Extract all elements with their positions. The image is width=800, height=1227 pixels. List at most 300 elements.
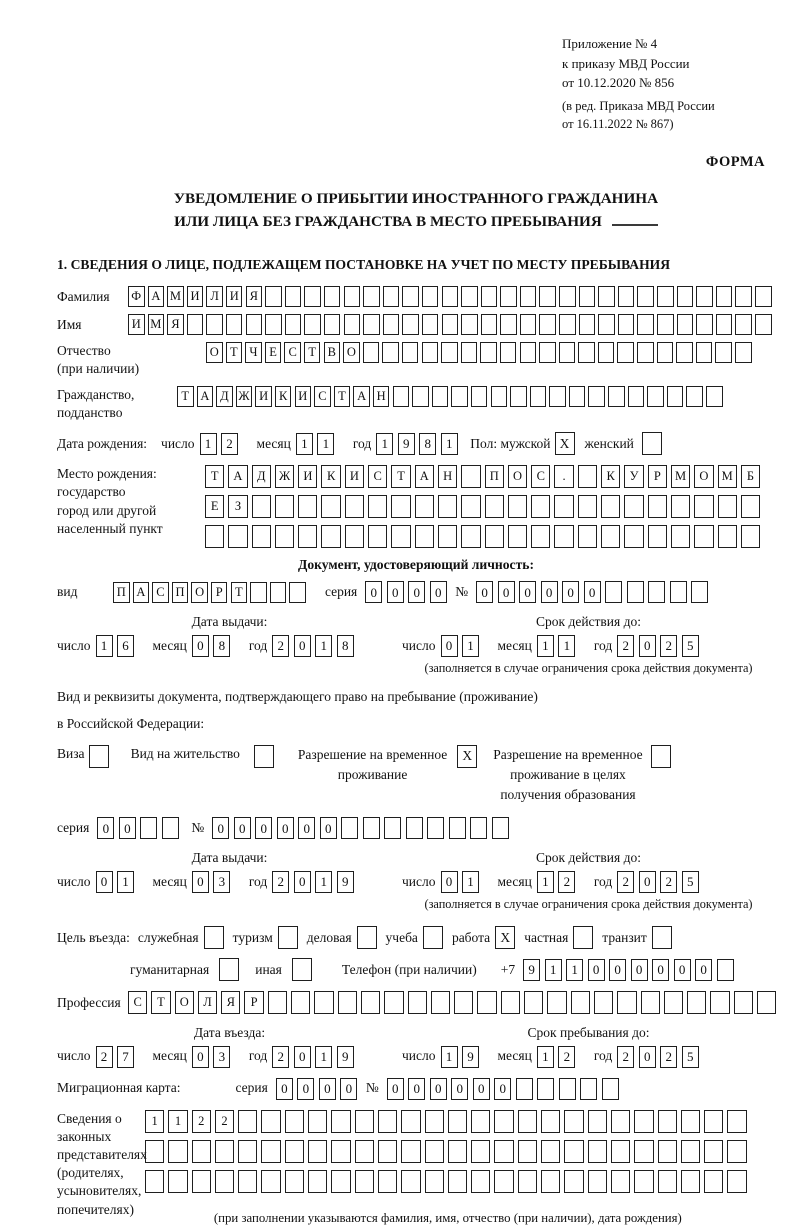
char-cell[interactable]: 0 bbox=[294, 635, 311, 657]
char-cell[interactable]: 0 bbox=[320, 817, 337, 839]
char-cell[interactable]: А bbox=[228, 465, 247, 488]
char-cell[interactable] bbox=[363, 817, 380, 839]
char-cell[interactable]: И bbox=[298, 465, 317, 488]
char-cell[interactable] bbox=[716, 286, 733, 307]
char-cell[interactable] bbox=[438, 495, 457, 518]
char-cell[interactable] bbox=[492, 817, 509, 839]
char-cell[interactable]: 0 bbox=[639, 871, 656, 893]
char-cell[interactable] bbox=[412, 386, 429, 407]
char-cell[interactable] bbox=[611, 1110, 630, 1133]
char-cell[interactable] bbox=[727, 1170, 746, 1193]
char-cell[interactable]: 0 bbox=[297, 1078, 314, 1100]
char-cell[interactable] bbox=[520, 342, 537, 363]
char-cell[interactable] bbox=[383, 286, 400, 307]
char-cell[interactable] bbox=[252, 495, 271, 518]
char-cell[interactable] bbox=[681, 1140, 700, 1163]
phone-input[interactable] bbox=[523, 959, 738, 981]
char-cell[interactable]: 0 bbox=[494, 1078, 511, 1100]
char-cell[interactable] bbox=[448, 1140, 467, 1163]
char-cell[interactable] bbox=[657, 286, 674, 307]
char-cell[interactable]: К bbox=[275, 386, 292, 407]
char-cell[interactable] bbox=[579, 314, 596, 335]
char-cell[interactable] bbox=[461, 525, 480, 548]
char-cell[interactable]: 1 bbox=[566, 959, 583, 981]
char-cell[interactable] bbox=[471, 1140, 490, 1163]
char-cell[interactable] bbox=[481, 286, 498, 307]
char-cell[interactable] bbox=[694, 495, 713, 518]
char-cell[interactable] bbox=[481, 314, 498, 335]
char-cell[interactable] bbox=[422, 286, 439, 307]
char-cell[interactable]: Е bbox=[265, 342, 282, 363]
char-cell[interactable] bbox=[427, 817, 444, 839]
char-cell[interactable] bbox=[448, 1110, 467, 1133]
purpose-humanitarian-checkbox[interactable] bbox=[219, 958, 239, 981]
char-cell[interactable]: . bbox=[554, 465, 573, 488]
female-checkbox[interactable] bbox=[642, 432, 662, 455]
doc-issue-year-input[interactable] bbox=[272, 635, 358, 657]
doc-expiry-day-input[interactable] bbox=[441, 635, 484, 657]
char-cell[interactable]: 3 bbox=[213, 871, 230, 893]
purpose-official-checkbox[interactable] bbox=[204, 926, 224, 949]
char-cell[interactable]: 1 bbox=[317, 433, 334, 455]
permit-expiry-year-input[interactable] bbox=[617, 871, 703, 893]
entry-year-input[interactable] bbox=[272, 1046, 358, 1068]
char-cell[interactable] bbox=[480, 342, 497, 363]
char-cell[interactable]: А bbox=[148, 286, 165, 307]
char-cell[interactable] bbox=[355, 1110, 374, 1133]
representatives-line1-input[interactable] bbox=[145, 1110, 751, 1133]
char-cell[interactable] bbox=[494, 1110, 513, 1133]
char-cell[interactable]: 0 bbox=[192, 871, 209, 893]
char-cell[interactable] bbox=[537, 1078, 554, 1100]
purpose-tourism-checkbox[interactable] bbox=[278, 926, 298, 949]
char-cell[interactable] bbox=[598, 286, 615, 307]
char-cell[interactable] bbox=[608, 386, 625, 407]
char-cell[interactable]: 8 bbox=[419, 433, 436, 455]
char-cell[interactable] bbox=[304, 314, 321, 335]
char-cell[interactable] bbox=[298, 495, 317, 518]
char-cell[interactable] bbox=[304, 286, 321, 307]
char-cell[interactable]: 0 bbox=[96, 871, 113, 893]
char-cell[interactable] bbox=[735, 314, 752, 335]
char-cell[interactable] bbox=[448, 1170, 467, 1193]
char-cell[interactable] bbox=[602, 1078, 619, 1100]
char-cell[interactable] bbox=[624, 525, 643, 548]
char-cell[interactable] bbox=[755, 286, 772, 307]
char-cell[interactable]: С bbox=[314, 386, 331, 407]
char-cell[interactable] bbox=[477, 991, 496, 1014]
char-cell[interactable] bbox=[717, 959, 734, 981]
char-cell[interactable]: 8 bbox=[213, 635, 230, 657]
char-cell[interactable] bbox=[569, 386, 586, 407]
char-cell[interactable] bbox=[265, 286, 282, 307]
char-cell[interactable] bbox=[432, 386, 449, 407]
char-cell[interactable]: 2 bbox=[272, 635, 289, 657]
char-cell[interactable] bbox=[704, 1110, 723, 1133]
char-cell[interactable]: Б bbox=[741, 465, 760, 488]
char-cell[interactable]: З bbox=[228, 495, 247, 518]
char-cell[interactable]: 5 bbox=[682, 871, 699, 893]
char-cell[interactable] bbox=[438, 525, 457, 548]
char-cell[interactable]: И bbox=[128, 314, 145, 335]
char-cell[interactable]: Ч bbox=[245, 342, 262, 363]
char-cell[interactable] bbox=[755, 314, 772, 335]
char-cell[interactable] bbox=[341, 817, 358, 839]
char-cell[interactable]: 0 bbox=[519, 581, 536, 603]
char-cell[interactable] bbox=[145, 1170, 164, 1193]
char-cell[interactable]: 0 bbox=[408, 1078, 425, 1100]
char-cell[interactable] bbox=[431, 991, 450, 1014]
representatives-line3-input[interactable] bbox=[145, 1170, 751, 1193]
char-cell[interactable] bbox=[564, 1110, 583, 1133]
char-cell[interactable] bbox=[510, 386, 527, 407]
char-cell[interactable] bbox=[691, 581, 708, 603]
char-cell[interactable]: 0 bbox=[695, 959, 712, 981]
char-cell[interactable]: С bbox=[152, 582, 169, 603]
char-cell[interactable]: Д bbox=[252, 465, 271, 488]
char-cell[interactable]: 1 bbox=[441, 1046, 458, 1068]
char-cell[interactable] bbox=[696, 314, 713, 335]
char-cell[interactable] bbox=[618, 314, 635, 335]
char-cell[interactable] bbox=[368, 495, 387, 518]
char-cell[interactable]: Т bbox=[226, 342, 243, 363]
char-cell[interactable]: 2 bbox=[660, 1046, 677, 1068]
char-cell[interactable] bbox=[611, 1140, 630, 1163]
char-cell[interactable]: И bbox=[295, 386, 312, 407]
stay-day-input[interactable] bbox=[441, 1046, 484, 1068]
char-cell[interactable] bbox=[228, 525, 247, 548]
char-cell[interactable] bbox=[676, 342, 693, 363]
char-cell[interactable] bbox=[187, 314, 204, 335]
char-cell[interactable]: 1 bbox=[537, 635, 554, 657]
char-cell[interactable]: 0 bbox=[652, 959, 669, 981]
char-cell[interactable] bbox=[516, 1078, 533, 1100]
char-cell[interactable] bbox=[518, 1170, 537, 1193]
char-cell[interactable]: А bbox=[353, 386, 370, 407]
char-cell[interactable] bbox=[541, 1170, 560, 1193]
char-cell[interactable] bbox=[671, 495, 690, 518]
char-cell[interactable] bbox=[238, 1110, 257, 1133]
char-cell[interactable] bbox=[471, 1170, 490, 1193]
char-cell[interactable] bbox=[402, 286, 419, 307]
char-cell[interactable] bbox=[391, 525, 410, 548]
char-cell[interactable] bbox=[406, 817, 423, 839]
char-cell[interactable]: Р bbox=[648, 465, 667, 488]
char-cell[interactable]: Т bbox=[177, 386, 194, 407]
birth-day-input[interactable] bbox=[200, 433, 243, 455]
char-cell[interactable]: 0 bbox=[234, 817, 251, 839]
char-cell[interactable]: 0 bbox=[541, 581, 558, 603]
char-cell[interactable] bbox=[422, 342, 439, 363]
char-cell[interactable] bbox=[687, 991, 706, 1014]
char-cell[interactable]: М bbox=[718, 465, 737, 488]
patronymic-input[interactable] bbox=[206, 342, 755, 363]
char-cell[interactable] bbox=[500, 286, 517, 307]
char-cell[interactable] bbox=[531, 495, 550, 518]
char-cell[interactable] bbox=[594, 991, 613, 1014]
purpose-other-checkbox[interactable] bbox=[292, 958, 312, 981]
char-cell[interactable]: 0 bbox=[476, 581, 493, 603]
char-cell[interactable]: Ф bbox=[128, 286, 145, 307]
birth-year-input[interactable] bbox=[376, 433, 462, 455]
permit-issue-month-input[interactable] bbox=[192, 871, 235, 893]
char-cell[interactable] bbox=[215, 1140, 234, 1163]
char-cell[interactable] bbox=[601, 525, 620, 548]
char-cell[interactable] bbox=[378, 1170, 397, 1193]
permit-expiry-month-input[interactable] bbox=[537, 871, 580, 893]
char-cell[interactable]: 2 bbox=[617, 871, 634, 893]
char-cell[interactable] bbox=[715, 342, 732, 363]
char-cell[interactable] bbox=[401, 1170, 420, 1193]
char-cell[interactable] bbox=[508, 525, 527, 548]
char-cell[interactable]: И bbox=[345, 465, 364, 488]
char-cell[interactable] bbox=[601, 495, 620, 518]
char-cell[interactable] bbox=[520, 286, 537, 307]
char-cell[interactable]: С bbox=[284, 342, 301, 363]
char-cell[interactable] bbox=[588, 1170, 607, 1193]
char-cell[interactable]: 5 bbox=[682, 635, 699, 657]
char-cell[interactable] bbox=[524, 991, 543, 1014]
char-cell[interactable]: 0 bbox=[408, 581, 425, 603]
char-cell[interactable] bbox=[706, 386, 723, 407]
char-cell[interactable] bbox=[205, 525, 224, 548]
char-cell[interactable] bbox=[449, 817, 466, 839]
char-cell[interactable] bbox=[727, 1140, 746, 1163]
char-cell[interactable]: 1 bbox=[117, 871, 134, 893]
char-cell[interactable] bbox=[648, 581, 665, 603]
char-cell[interactable]: 9 bbox=[523, 959, 540, 981]
char-cell[interactable]: Н bbox=[373, 386, 390, 407]
char-cell[interactable] bbox=[461, 342, 478, 363]
char-cell[interactable] bbox=[192, 1140, 211, 1163]
char-cell[interactable] bbox=[735, 286, 752, 307]
char-cell[interactable]: 0 bbox=[294, 1046, 311, 1068]
char-cell[interactable]: 2 bbox=[558, 871, 575, 893]
char-cell[interactable]: 1 bbox=[200, 433, 217, 455]
char-cell[interactable] bbox=[461, 495, 480, 518]
char-cell[interactable] bbox=[261, 1140, 280, 1163]
char-cell[interactable]: А bbox=[197, 386, 214, 407]
char-cell[interactable]: 0 bbox=[498, 581, 515, 603]
char-cell[interactable]: 9 bbox=[337, 871, 354, 893]
permit-series-input[interactable] bbox=[97, 817, 183, 839]
char-cell[interactable]: 1 bbox=[537, 871, 554, 893]
char-cell[interactable] bbox=[658, 1170, 677, 1193]
char-cell[interactable] bbox=[344, 314, 361, 335]
permit-issue-day-input[interactable] bbox=[96, 871, 139, 893]
char-cell[interactable] bbox=[238, 1140, 257, 1163]
char-cell[interactable]: О bbox=[206, 342, 223, 363]
char-cell[interactable]: 1 bbox=[296, 433, 313, 455]
char-cell[interactable]: К bbox=[601, 465, 620, 488]
char-cell[interactable]: 1 bbox=[462, 871, 479, 893]
char-cell[interactable]: 2 bbox=[221, 433, 238, 455]
char-cell[interactable]: 2 bbox=[617, 635, 634, 657]
char-cell[interactable]: 0 bbox=[255, 817, 272, 839]
edu-permit-checkbox[interactable] bbox=[651, 745, 671, 768]
char-cell[interactable] bbox=[554, 525, 573, 548]
char-cell[interactable]: 1 bbox=[545, 959, 562, 981]
char-cell[interactable] bbox=[547, 991, 566, 1014]
char-cell[interactable] bbox=[559, 314, 576, 335]
char-cell[interactable] bbox=[710, 991, 729, 1014]
char-cell[interactable] bbox=[461, 286, 478, 307]
char-cell[interactable] bbox=[634, 1110, 653, 1133]
char-cell[interactable] bbox=[571, 991, 590, 1014]
char-cell[interactable]: 1 bbox=[315, 1046, 332, 1068]
char-cell[interactable] bbox=[308, 1170, 327, 1193]
male-checkbox[interactable]: X bbox=[555, 432, 575, 455]
surname-input[interactable] bbox=[128, 286, 775, 307]
char-cell[interactable] bbox=[344, 286, 361, 307]
char-cell[interactable] bbox=[559, 342, 576, 363]
char-cell[interactable] bbox=[261, 1110, 280, 1133]
char-cell[interactable]: 2 bbox=[660, 635, 677, 657]
char-cell[interactable] bbox=[454, 991, 473, 1014]
char-cell[interactable]: 0 bbox=[192, 1046, 209, 1068]
permit-issue-year-input[interactable] bbox=[272, 871, 358, 893]
char-cell[interactable]: С bbox=[128, 991, 147, 1014]
char-cell[interactable] bbox=[368, 525, 387, 548]
char-cell[interactable] bbox=[624, 495, 643, 518]
char-cell[interactable]: Ж bbox=[236, 386, 253, 407]
char-cell[interactable]: М bbox=[148, 314, 165, 335]
char-cell[interactable] bbox=[324, 286, 341, 307]
visa-checkbox[interactable] bbox=[89, 745, 109, 768]
char-cell[interactable] bbox=[588, 386, 605, 407]
char-cell[interactable] bbox=[321, 525, 340, 548]
char-cell[interactable] bbox=[391, 495, 410, 518]
char-cell[interactable]: 0 bbox=[340, 1078, 357, 1100]
char-cell[interactable] bbox=[298, 525, 317, 548]
char-cell[interactable]: 0 bbox=[387, 581, 404, 603]
char-cell[interactable]: С bbox=[368, 465, 387, 488]
char-cell[interactable] bbox=[470, 817, 487, 839]
char-cell[interactable] bbox=[485, 495, 504, 518]
char-cell[interactable] bbox=[518, 1140, 537, 1163]
char-cell[interactable] bbox=[393, 386, 410, 407]
char-cell[interactable] bbox=[268, 991, 287, 1014]
char-cell[interactable] bbox=[206, 314, 223, 335]
char-cell[interactable] bbox=[658, 1140, 677, 1163]
char-cell[interactable] bbox=[168, 1170, 187, 1193]
char-cell[interactable] bbox=[384, 991, 403, 1014]
char-cell[interactable]: 0 bbox=[365, 581, 382, 603]
permit-expiry-day-input[interactable] bbox=[441, 871, 484, 893]
char-cell[interactable] bbox=[238, 1170, 257, 1193]
char-cell[interactable]: 0 bbox=[631, 959, 648, 981]
char-cell[interactable] bbox=[735, 342, 752, 363]
char-cell[interactable] bbox=[252, 525, 271, 548]
char-cell[interactable]: И bbox=[226, 286, 243, 307]
char-cell[interactable] bbox=[384, 817, 401, 839]
char-cell[interactable]: Ж bbox=[275, 465, 294, 488]
char-cell[interactable]: О bbox=[508, 465, 527, 488]
char-cell[interactable]: Я bbox=[221, 991, 240, 1014]
char-cell[interactable] bbox=[617, 342, 634, 363]
char-cell[interactable] bbox=[345, 495, 364, 518]
char-cell[interactable] bbox=[559, 1078, 576, 1100]
char-cell[interactable] bbox=[331, 1110, 350, 1133]
birth-place-line2-input[interactable] bbox=[205, 495, 764, 518]
doc-series-input[interactable] bbox=[365, 581, 451, 603]
char-cell[interactable] bbox=[657, 314, 674, 335]
char-cell[interactable] bbox=[741, 525, 760, 548]
char-cell[interactable]: Т bbox=[151, 991, 170, 1014]
char-cell[interactable]: 5 bbox=[682, 1046, 699, 1068]
char-cell[interactable] bbox=[494, 1140, 513, 1163]
doc-kind-input[interactable] bbox=[113, 582, 309, 603]
char-cell[interactable] bbox=[618, 286, 635, 307]
char-cell[interactable] bbox=[401, 1140, 420, 1163]
char-cell[interactable] bbox=[422, 314, 439, 335]
doc-expiry-year-input[interactable] bbox=[617, 635, 703, 657]
char-cell[interactable] bbox=[539, 314, 556, 335]
char-cell[interactable] bbox=[578, 495, 597, 518]
char-cell[interactable] bbox=[215, 1170, 234, 1193]
char-cell[interactable]: П bbox=[485, 465, 504, 488]
char-cell[interactable] bbox=[564, 1140, 583, 1163]
char-cell[interactable]: 0 bbox=[441, 635, 458, 657]
char-cell[interactable] bbox=[541, 1110, 560, 1133]
char-cell[interactable] bbox=[382, 342, 399, 363]
char-cell[interactable] bbox=[338, 991, 357, 1014]
char-cell[interactable]: 0 bbox=[294, 871, 311, 893]
char-cell[interactable] bbox=[275, 525, 294, 548]
char-cell[interactable] bbox=[425, 1140, 444, 1163]
char-cell[interactable] bbox=[331, 1140, 350, 1163]
char-cell[interactable] bbox=[285, 1170, 304, 1193]
char-cell[interactable] bbox=[686, 386, 703, 407]
char-cell[interactable]: П bbox=[172, 582, 189, 603]
char-cell[interactable] bbox=[442, 314, 459, 335]
char-cell[interactable] bbox=[140, 817, 157, 839]
char-cell[interactable]: 1 bbox=[441, 433, 458, 455]
entry-day-input[interactable] bbox=[96, 1046, 139, 1068]
char-cell[interactable]: 9 bbox=[462, 1046, 479, 1068]
char-cell[interactable] bbox=[331, 1170, 350, 1193]
char-cell[interactable] bbox=[461, 465, 480, 488]
char-cell[interactable]: 0 bbox=[277, 817, 294, 839]
char-cell[interactable] bbox=[531, 525, 550, 548]
char-cell[interactable]: 0 bbox=[674, 959, 691, 981]
birth-place-line1-input[interactable] bbox=[205, 465, 764, 488]
char-cell[interactable] bbox=[634, 1170, 653, 1193]
char-cell[interactable] bbox=[402, 314, 419, 335]
char-cell[interactable]: Н bbox=[438, 465, 457, 488]
char-cell[interactable]: У bbox=[624, 465, 643, 488]
char-cell[interactable] bbox=[415, 495, 434, 518]
purpose-work-checkbox[interactable]: X bbox=[495, 926, 515, 949]
char-cell[interactable] bbox=[681, 1110, 700, 1133]
char-cell[interactable]: С bbox=[531, 465, 550, 488]
char-cell[interactable]: Д bbox=[216, 386, 233, 407]
char-cell[interactable] bbox=[500, 342, 517, 363]
purpose-business-checkbox[interactable] bbox=[357, 926, 377, 949]
char-cell[interactable] bbox=[667, 386, 684, 407]
char-cell[interactable]: 9 bbox=[337, 1046, 354, 1068]
char-cell[interactable] bbox=[291, 991, 310, 1014]
char-cell[interactable] bbox=[677, 314, 694, 335]
char-cell[interactable] bbox=[580, 1078, 597, 1100]
char-cell[interactable] bbox=[716, 314, 733, 335]
char-cell[interactable]: В bbox=[324, 342, 341, 363]
stay-year-input[interactable] bbox=[617, 1046, 703, 1068]
char-cell[interactable] bbox=[718, 495, 737, 518]
char-cell[interactable] bbox=[270, 582, 287, 603]
char-cell[interactable]: Т bbox=[334, 386, 351, 407]
char-cell[interactable]: Т bbox=[391, 465, 410, 488]
